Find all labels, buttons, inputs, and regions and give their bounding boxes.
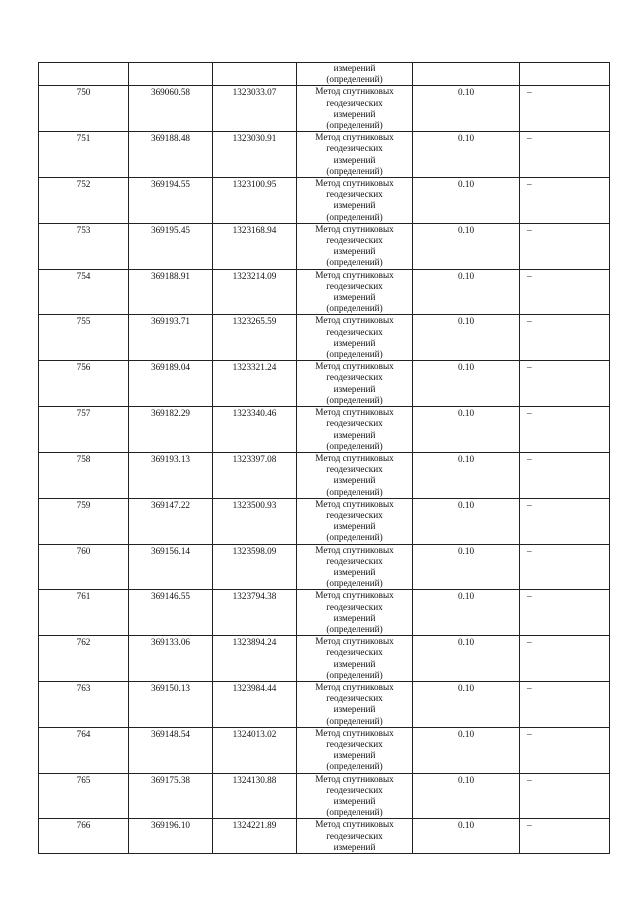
cell-x: 369147.22 [129, 498, 213, 544]
cell-method: Метод спутниковых геодезических измерений (определений) [297, 269, 413, 315]
cell-point: 752 [39, 178, 129, 224]
cell-x: 369188.48 [129, 132, 213, 178]
cell-point: 760 [39, 544, 129, 590]
cell-point: 755 [39, 315, 129, 361]
cell-x: 369156.14 [129, 544, 213, 590]
cell-method: Метод спутниковых геодезических измерений (определений) [297, 544, 413, 590]
cell-note: – [520, 407, 610, 453]
cell-note: – [520, 819, 610, 854]
cell-y [213, 63, 297, 86]
cell-y: 1323030.91 [213, 132, 297, 178]
table-row [39, 223, 610, 269]
cell-accuracy: 0.10 [413, 727, 520, 773]
table-row-continued [39, 63, 610, 86]
table-row [39, 544, 610, 590]
cell-accuracy: 0.10 [413, 590, 520, 636]
cell-y: 1323794.38 [213, 590, 297, 636]
cell-method: Метод спутниковых геодезических измерений (определений) [297, 407, 413, 453]
cell-note: – [520, 315, 610, 361]
cell-note: – [520, 636, 610, 682]
cell-method: Метод спутниковых геодезических измерений [297, 819, 413, 854]
cell-point: 759 [39, 498, 129, 544]
cell-x: 369195.45 [129, 223, 213, 269]
cell-accuracy: 0.10 [413, 773, 520, 819]
cell-point: 763 [39, 681, 129, 727]
cell-accuracy: 0.10 [413, 407, 520, 453]
cell-note: – [520, 361, 610, 407]
cell-y: 1323168.94 [213, 223, 297, 269]
cell-y: 1323500.93 [213, 498, 297, 544]
cell-note: – [520, 452, 610, 498]
cell-method: Метод спутниковых геодезических измерений (определений) [297, 315, 413, 361]
cell-point: 765 [39, 773, 129, 819]
cell-accuracy: 0.10 [413, 544, 520, 590]
cell-point: 764 [39, 727, 129, 773]
cell-note: – [520, 544, 610, 590]
cell-method: Метод спутниковых геодезических измерений (определений) [297, 223, 413, 269]
table-row [39, 773, 610, 819]
cell-point: 754 [39, 269, 129, 315]
cell-x: 369175.38 [129, 773, 213, 819]
cell-point: 756 [39, 361, 129, 407]
coordinates-table [38, 62, 610, 854]
cell-y: 1324221.89 [213, 819, 297, 854]
cell-x [129, 63, 213, 86]
cell-accuracy: 0.10 [413, 178, 520, 224]
cell-y: 1323100.95 [213, 178, 297, 224]
cell-x: 369196.10 [129, 819, 213, 854]
cell-method: Метод спутниковых геодезических измерений (определений) [297, 178, 413, 224]
cell-x: 369148.54 [129, 727, 213, 773]
cell-point: 751 [39, 132, 129, 178]
cell-x: 369193.71 [129, 315, 213, 361]
cell-point: 750 [39, 86, 129, 132]
table-row [39, 681, 610, 727]
cell-y: 1323321.24 [213, 361, 297, 407]
cell-method: Метод спутниковых геодезических измерений (определений) [297, 773, 413, 819]
table-row [39, 498, 610, 544]
cell-note: – [520, 269, 610, 315]
cell-x: 369194.55 [129, 178, 213, 224]
table-row [39, 132, 610, 178]
cell-y: 1323984.44 [213, 681, 297, 727]
cell-accuracy: 0.10 [413, 452, 520, 498]
cell-accuracy: 0.10 [413, 315, 520, 361]
cell-note: – [520, 178, 610, 224]
cell-note: – [520, 86, 610, 132]
cell-x: 369188.91 [129, 269, 213, 315]
cell-method: Метод спутниковых геодезических измерений (определений) [297, 727, 413, 773]
table-row [39, 269, 610, 315]
cell-y: 1323598.09 [213, 544, 297, 590]
cell-x: 369146.55 [129, 590, 213, 636]
table-body [39, 63, 610, 854]
table-row [39, 407, 610, 453]
cell-point: 753 [39, 223, 129, 269]
cell-accuracy: 0.10 [413, 636, 520, 682]
cell-point: 761 [39, 590, 129, 636]
table-row [39, 727, 610, 773]
cell-x: 369133.06 [129, 636, 213, 682]
cell-method: Метод спутниковых геодезических измерений (определений) [297, 86, 413, 132]
cell-note: – [520, 727, 610, 773]
cell-point: 762 [39, 636, 129, 682]
table-row [39, 819, 610, 854]
cell-method: Метод спутниковых геодезических измерений (определений) [297, 498, 413, 544]
cell-point: 758 [39, 452, 129, 498]
cell-note: – [520, 132, 610, 178]
cell-method: Метод спутниковых геодезических измерений (определений) [297, 590, 413, 636]
cell-note: – [520, 498, 610, 544]
cell-y: 1323894.24 [213, 636, 297, 682]
cell-point: 766 [39, 819, 129, 854]
cell-accuracy [413, 63, 520, 86]
cell-method: Метод спутниковых геодезических измерений (определений) [297, 361, 413, 407]
cell-accuracy: 0.10 [413, 132, 520, 178]
cell-accuracy: 0.10 [413, 223, 520, 269]
cell-accuracy: 0.10 [413, 819, 520, 854]
cell-note: – [520, 590, 610, 636]
cell-x: 369150.13 [129, 681, 213, 727]
cell-accuracy: 0.10 [413, 681, 520, 727]
table-row [39, 636, 610, 682]
cell-accuracy: 0.10 [413, 498, 520, 544]
table-row [39, 452, 610, 498]
cell-y: 1323033.07 [213, 86, 297, 132]
cell-note: – [520, 773, 610, 819]
cell-point [39, 63, 129, 86]
cell-y: 1323214.09 [213, 269, 297, 315]
cell-note: – [520, 681, 610, 727]
cell-y: 1323397.08 [213, 452, 297, 498]
cell-x: 369189.04 [129, 361, 213, 407]
cell-y: 1324013.02 [213, 727, 297, 773]
cell-y: 1324130.88 [213, 773, 297, 819]
cell-x: 369193.13 [129, 452, 213, 498]
cell-method: Метод спутниковых геодезических измерений (определений) [297, 132, 413, 178]
cell-accuracy: 0.10 [413, 86, 520, 132]
cell-method: Метод спутниковых геодезических измерений (определений) [297, 636, 413, 682]
table-row [39, 178, 610, 224]
cell-note: – [520, 223, 610, 269]
cell-x: 369060.58 [129, 86, 213, 132]
cell-point: 757 [39, 407, 129, 453]
cell-accuracy: 0.10 [413, 269, 520, 315]
table-row [39, 361, 610, 407]
cell-method: Метод спутниковых геодезических измерений (определений) [297, 452, 413, 498]
table-row [39, 86, 610, 132]
cell-note [520, 63, 610, 86]
cell-method: Метод спутниковых геодезических измерений (определений) [297, 681, 413, 727]
cell-x: 369182.29 [129, 407, 213, 453]
cell-y: 1323340.46 [213, 407, 297, 453]
table-row [39, 315, 610, 361]
cell-method: измерений (определений) [297, 63, 413, 86]
cell-accuracy: 0.10 [413, 361, 520, 407]
table-row [39, 590, 610, 636]
cell-y: 1323265.59 [213, 315, 297, 361]
